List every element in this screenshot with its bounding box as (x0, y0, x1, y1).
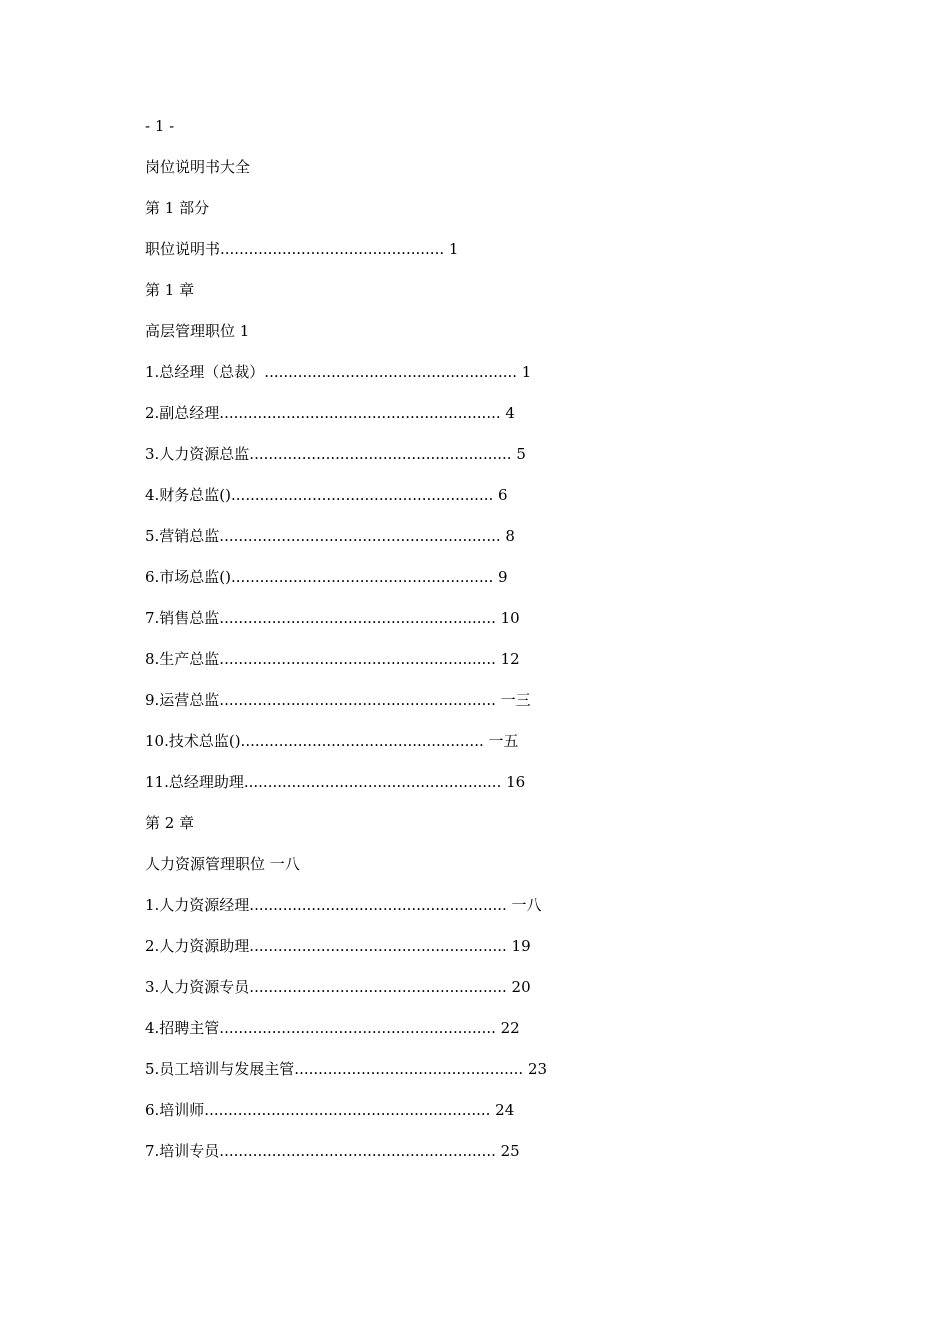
toc-entry: 5.员工培训与发展主管................................................ 23 (145, 1060, 548, 1078)
toc-entry: 8.生产总监.......................................................... 12 (145, 650, 520, 668)
chapter-heading: 第 2 章 (145, 814, 195, 832)
toc-entry: 2.人力资源助理...................................................... 19 (145, 937, 531, 955)
chapter-title: 人力资源管理职位 一八 (145, 855, 300, 873)
toc-entry: 4.财务总监()....................................................... 6 (145, 486, 508, 504)
part-heading: 第 1 部分 (145, 199, 210, 217)
chapter-heading: 第 1 章 (145, 281, 195, 299)
chapter-title: 高层管理职位 1 (145, 322, 250, 340)
toc-entry: 6.市场总监()....................................................... 9 (145, 568, 508, 586)
page-number: - 1 - (145, 117, 175, 135)
toc-entry: 7.销售总监.......................................................... 10 (145, 609, 520, 627)
toc-entry: 7.培训专员.......................................................... 25 (145, 1142, 520, 1160)
toc-entry: 5.营销总监........................................................... 8 (145, 527, 515, 545)
toc-entry: 3.人力资源专员...................................................... 20 (145, 978, 531, 996)
toc-entry: 1.人力资源经理...................................................... 一八 (145, 896, 542, 914)
toc-entry: 10.技术总监()................................................... 一五 (145, 732, 519, 750)
toc-entry: 2.副总经理........................................................... 4 (145, 404, 515, 422)
toc-entry: 1.总经理（总裁）..................................................... 1 (145, 363, 532, 381)
document-title: 岗位说明书大全 (145, 158, 251, 176)
toc-entry: 6.培训师............................................................ 24 (145, 1101, 515, 1119)
table-of-contents (145, 114, 845, 1180)
toc-entry: 3.人力资源总监....................................................... 5 (145, 445, 526, 463)
toc-entry: 4.招聘主管.......................................................... 22 (145, 1019, 520, 1037)
toc-entry: 职位说明书............................................... 1 (145, 240, 459, 258)
toc-entry: 11.总经理助理...................................................... 16 (145, 773, 526, 791)
toc-entry: 9.运营总监.......................................................... 一三 (145, 691, 531, 709)
